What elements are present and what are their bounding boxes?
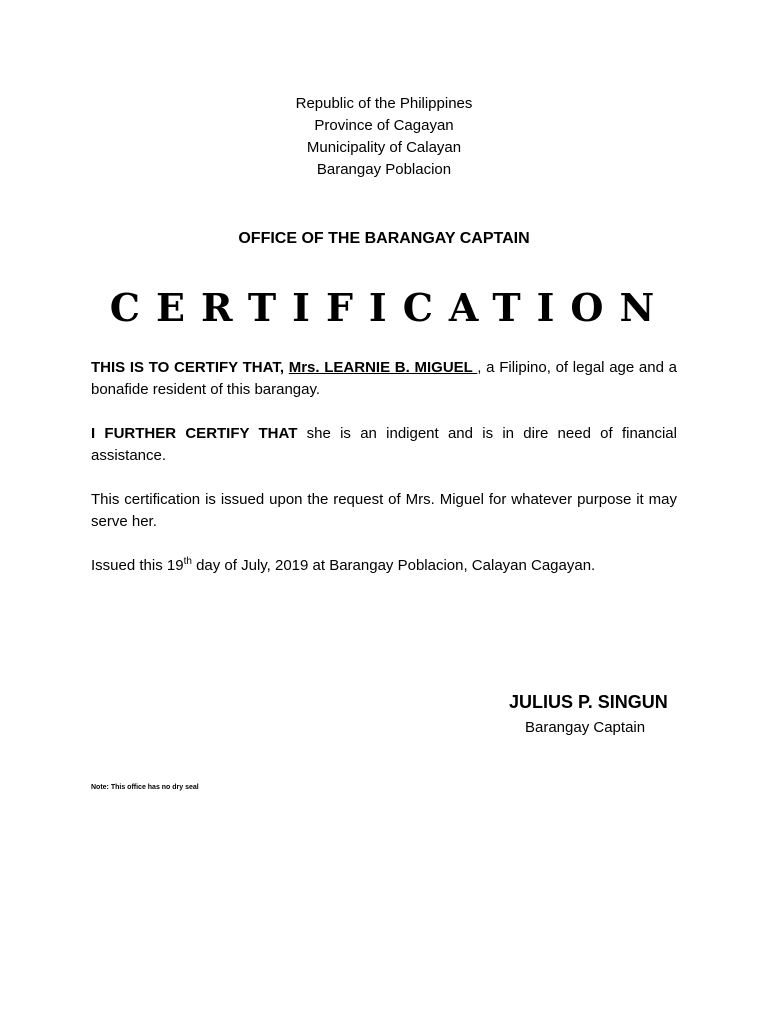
signatory-title: Barangay Captain	[525, 719, 646, 736]
issued-paragraph	[91, 555, 677, 577]
letterhead-country: Republic of the Philippines	[295, 95, 473, 112]
further-certify-rest: she is an indigent and is in dire need of financial assistance.	[91, 425, 677, 464]
issued-after: day of July, 2019 at Barangay Poblacion, Calayan Cagayan.	[191, 557, 596, 574]
letterhead-barangay: Barangay Poblacion	[316, 161, 452, 178]
certify-lead: THIS IS TO CERTIFY THAT,	[91, 359, 284, 376]
signatory-name: JULIUS P. SINGUN	[509, 692, 668, 712]
further-certify-paragraph	[91, 423, 677, 467]
issued-ordinal: th	[183, 556, 192, 567]
issued-before: Issued this 19	[91, 557, 184, 574]
letterhead	[0, 93, 768, 181]
resident-name: Mrs. LEARNIE B. MIGUEL	[288, 359, 478, 376]
purpose-paragraph: This certification is issued upon the request of Mrs. Miguel for whatever purpose it may serve her.	[91, 491, 677, 530]
further-certify-lead: I FURTHER CERTIFY THAT	[91, 425, 298, 442]
office-heading: OFFICE OF THE BARANGAY CAPTAIN	[238, 230, 530, 247]
document-title: CERTIFICATION	[109, 285, 671, 330]
letterhead-municipality: Municipality of Calayan	[306, 139, 462, 156]
letterhead-province: Province of Cagayan	[314, 117, 454, 134]
footnote: Note: This office has no dry seal	[91, 784, 199, 791]
certify-paragraph	[91, 357, 677, 401]
certify-rest: , a Filipino, of legal age and a bonafide resident of this barangay.	[91, 359, 678, 398]
